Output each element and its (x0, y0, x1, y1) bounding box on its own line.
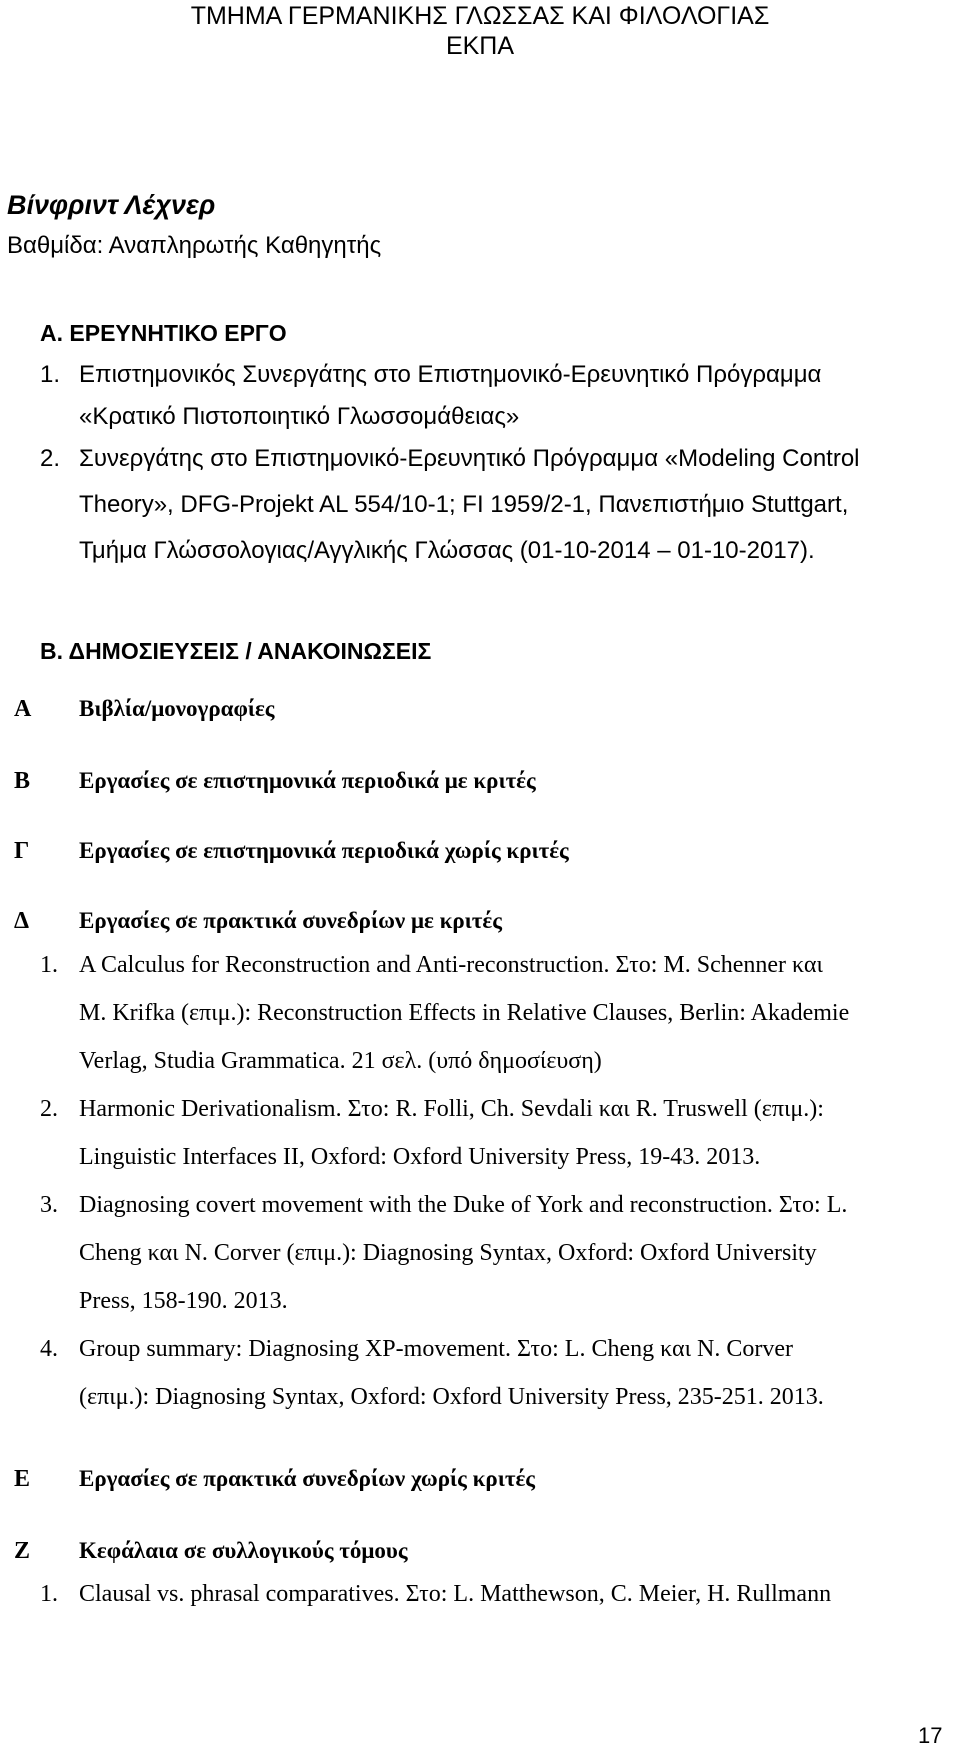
publication-line: Diagnosing covert movement with the Duke of York and reconstruction. Στο: L. (79, 1192, 848, 1218)
publication-line: Harmonic Derivationalism. Στο: R. Folli, Ch. Sevdali και R. Truswell (επιμ.): (79, 1096, 824, 1122)
publication-number: 1. (40, 952, 58, 978)
publication-line: Group summary: Diagnosing XP-movement. Στο: L. Cheng και N. Corver (79, 1336, 794, 1362)
publication-line: Verlag, Studia Grammatica. 21 σελ. (υπό δημοσίευση) (79, 1048, 602, 1074)
research-item-line: «Κρατικό Πιστοποιητικό Γλωσσομάθειας» (79, 403, 520, 430)
category-book-chapters: Κεφάλαια σε συλλογικούς τόμους (79, 1538, 408, 1563)
person-rank: Βαθμίδα: Αναπληρωτής Καθηγητής (7, 232, 382, 259)
research-item-line: Τμήμα Γλώσσολογιας/Αγγλικής Γλώσσας (01-10-2014 – 01-10-2017). (79, 537, 815, 564)
publication-number: 2. (40, 1096, 58, 1122)
category-letter: Α (14, 696, 32, 722)
publication-line: M. Krifka (επιμ.): Reconstruction Effects in Relative Clauses, Berlin: Akademie (79, 1000, 850, 1026)
research-heading: Α. ΕΡΕΥΝΗΤΙΚΟ ΕΡΓΟ (40, 320, 287, 346)
publication-number: 3. (40, 1192, 58, 1218)
page-number: 17 (918, 1723, 943, 1748)
university-header: ΕΚΠΑ (445, 32, 515, 60)
publications-heading: Β. ΔΗΜΟΣΙΕΥΣΕΙΣ / ΑΝΑΚΟΙΝΩΣΕΙΣ (40, 638, 432, 664)
publication-line: Clausal vs. phrasal comparatives. Στο: L. Matthewson, C. Meier, H. Rullmann (79, 1581, 832, 1607)
publication-line: Cheng και N. Corver (επιμ.): Diagnosing Syntax, Oxford: Oxford University (79, 1240, 817, 1266)
category-refereed-proceedings: Εργασίες σε πρακτικά συνεδρίων με κριτές (79, 908, 502, 933)
publication-line: Linguistic Interfaces II, Oxford: Oxford University Press, 19-43. 2013. (79, 1144, 761, 1170)
category-nonrefereed-journals: Εργασίες σε επιστημονικά περιοδικά χωρίς κριτές (79, 838, 569, 863)
category-letter: Ζ (14, 1538, 31, 1564)
research-item-number: 2. (40, 445, 61, 472)
category-books: Βιβλία/μονογραφίες (79, 696, 275, 721)
publication-line: A Calculus for Reconstruction and Anti-reconstruction. Στο: M. Schenner και (79, 952, 823, 978)
research-item-number: 1. (40, 361, 61, 388)
category-letter: Ε (14, 1466, 31, 1492)
department-header: ΤΜΗΜΑ ΓΕΡΜΑΝΙΚΗΣ ΓΛΩΣΣΑΣ ΚΑΙ ΦΙΛΟΛΟΓΙΑΣ (190, 2, 770, 30)
category-nonrefereed-proceedings: Εργασίες σε πρακτικά συνεδρίων χωρίς κριτές (79, 1466, 535, 1491)
category-letter: Β (14, 768, 31, 794)
publication-number: 1. (40, 1581, 58, 1607)
research-item-line: Συνεργάτης στο Επιστημονικό-Ερευνητικό Πρόγραμμα «Modeling Control (79, 445, 860, 472)
person-name: Βίνφριντ Λέχνερ (7, 190, 216, 220)
publication-line: Press, 158-190. 2013. (79, 1288, 288, 1314)
publication-number: 4. (40, 1336, 58, 1362)
publication-line: (επιμ.): Diagnosing Syntax, Oxford: Oxford University Press, 235-251. 2013. (79, 1384, 824, 1410)
research-item-line: Επιστημονικός Συνεργάτης στο Επιστημονικό-Ερευνητικό Πρόγραμμα (79, 361, 822, 388)
category-letter: Δ (14, 908, 30, 934)
category-refereed-journals: Εργασίες σε επιστημονικά περιοδικά με κριτές (79, 768, 536, 793)
category-letter: Γ (14, 838, 30, 864)
research-item-line: Theory», DFG-Projekt AL 554/10-1; FI 1959/2-1, Πανεπιστήμιο Stuttgart, (79, 491, 849, 518)
